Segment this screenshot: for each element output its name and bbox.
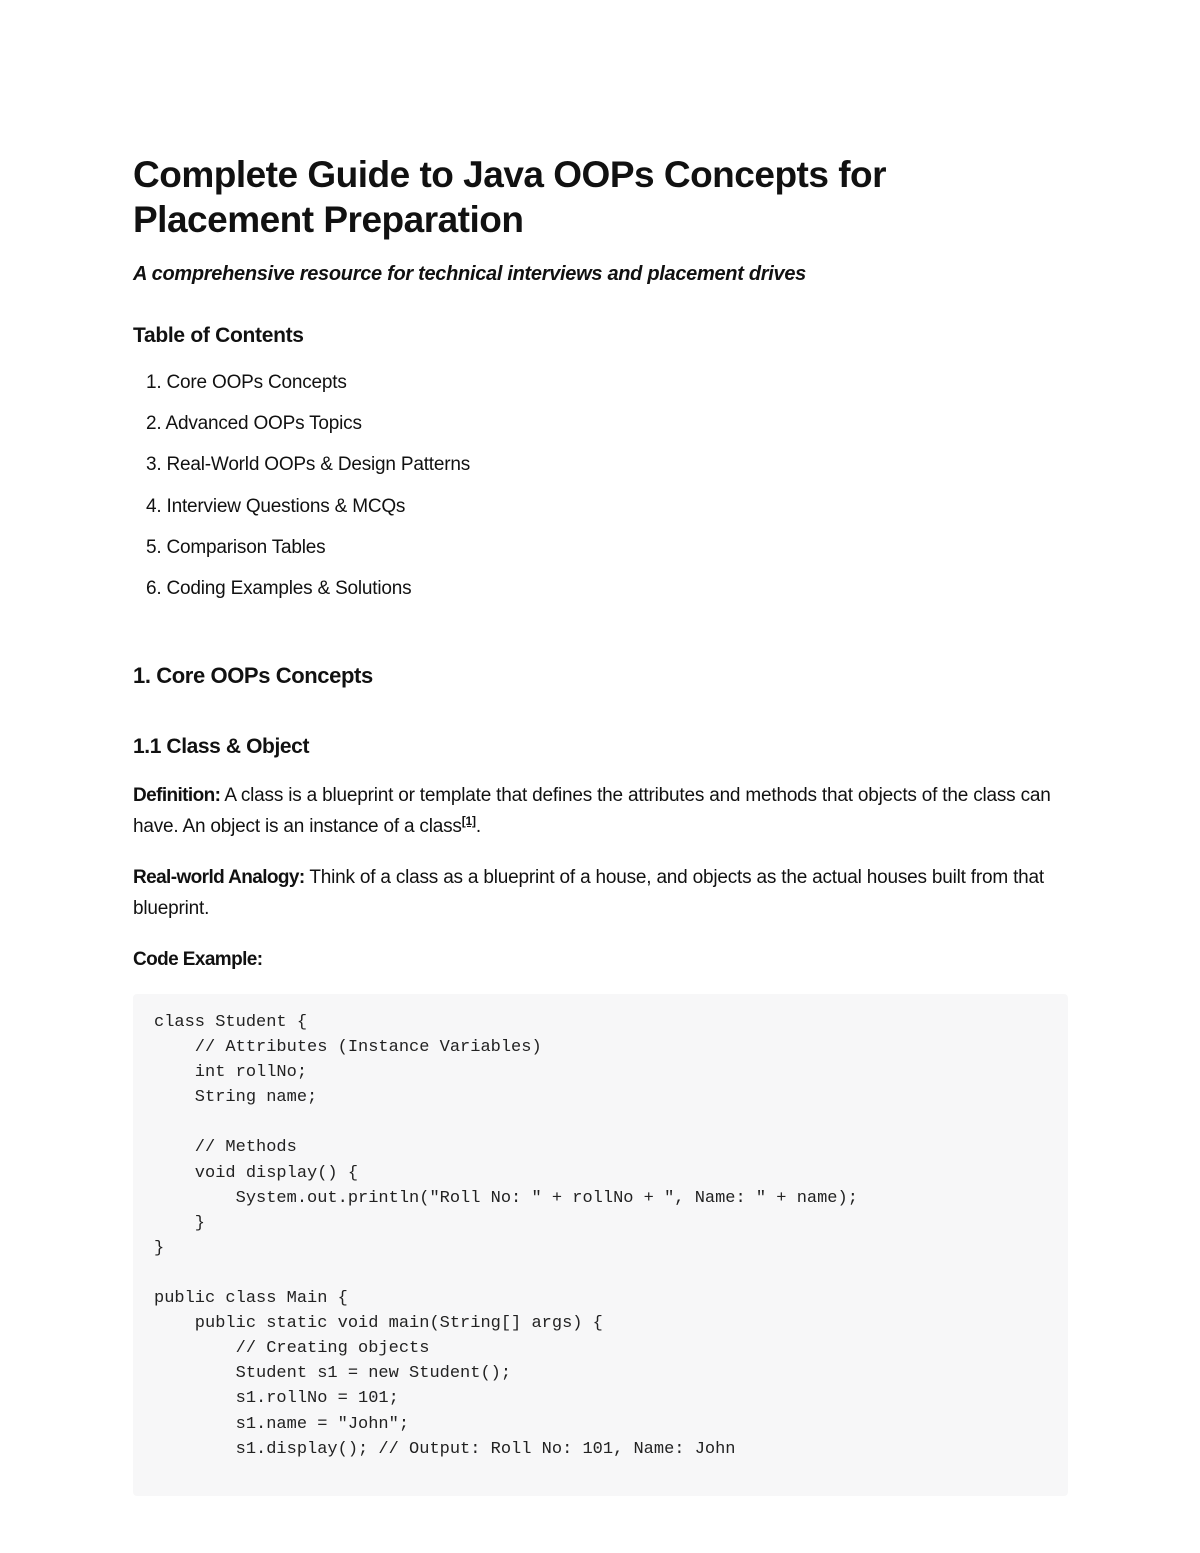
definition-end: . xyxy=(475,816,481,837)
analogy-paragraph xyxy=(133,862,1068,924)
code-line: System.out.println("Roll No: " + rollNo + ", Name: " + name); xyxy=(154,1188,858,1208)
code-line: class Student { xyxy=(154,1013,308,1032)
toc-item-comparison-tables: 5. Comparison Tables xyxy=(146,536,326,558)
code-line: String name; xyxy=(154,1088,318,1108)
document-title: Complete Guide to Java OOPs Concepts for Placement Preparation xyxy=(133,154,887,240)
code-line: // Creating objects xyxy=(154,1339,430,1359)
code-line: public static void main(String[] args) { xyxy=(154,1314,603,1334)
toc-item-core-oops: 1. Core OOPs Concepts xyxy=(146,372,347,393)
definition-label: Definition: xyxy=(133,785,221,806)
code-line: s1.rollNo = 101; xyxy=(154,1389,399,1409)
code-example-label: Code Example: xyxy=(133,949,263,970)
document-subtitle: A comprehensive resource for technical interviews and placement drives xyxy=(133,263,806,285)
code-line: } xyxy=(154,1213,206,1233)
code-line: Student s1 = new Student(); xyxy=(154,1364,512,1384)
code-line: s1.display(); // Output: Roll No: 101, Name: John xyxy=(154,1439,736,1459)
toc-item-advanced-oops: 2. Advanced OOPs Topics xyxy=(146,413,362,435)
toc-item-interview-questions: 4. Interview Questions & MCQs xyxy=(146,495,406,517)
toc-item-coding-examples: 6. Coding Examples & Solutions xyxy=(146,577,412,599)
code-block xyxy=(133,994,1068,1496)
section-heading-core-oops: 1. Core OOPs Concepts xyxy=(133,663,373,688)
citation-link[interactable]: [1] xyxy=(461,814,476,828)
toc-heading: Table of Contents xyxy=(133,324,304,347)
code-line xyxy=(154,1110,1047,1135)
code-line xyxy=(154,1261,1047,1286)
subsection-heading-class-object: 1.1 Class & Object xyxy=(133,735,310,758)
analogy-label: Real-world Analogy: xyxy=(133,867,305,888)
code-line: // Methods xyxy=(154,1138,297,1158)
code-example-label-paragraph xyxy=(133,944,1068,975)
definition-text: A class is a blueprint or template that defines the attributes and methods that objects of the class can have. An object is an instance of a class xyxy=(133,785,1051,837)
toc-item-design-patterns: 3. Real-World OOPs & Design Patterns xyxy=(146,454,471,476)
code-line: } xyxy=(154,1238,165,1258)
definition-paragraph xyxy=(133,780,1068,842)
code-line: int rollNo; xyxy=(154,1063,308,1083)
analogy-text: Think of a class as a blueprint of a house, and objects as the actual houses built from that blueprint. xyxy=(133,867,1044,919)
code-line: public class Main { xyxy=(154,1289,348,1309)
table-of-contents xyxy=(133,371,470,618)
code-line: void display() { xyxy=(154,1163,359,1183)
code-line: s1.name = "John"; xyxy=(154,1414,410,1434)
code-line: // Attributes (Instance Variables) xyxy=(154,1038,542,1058)
